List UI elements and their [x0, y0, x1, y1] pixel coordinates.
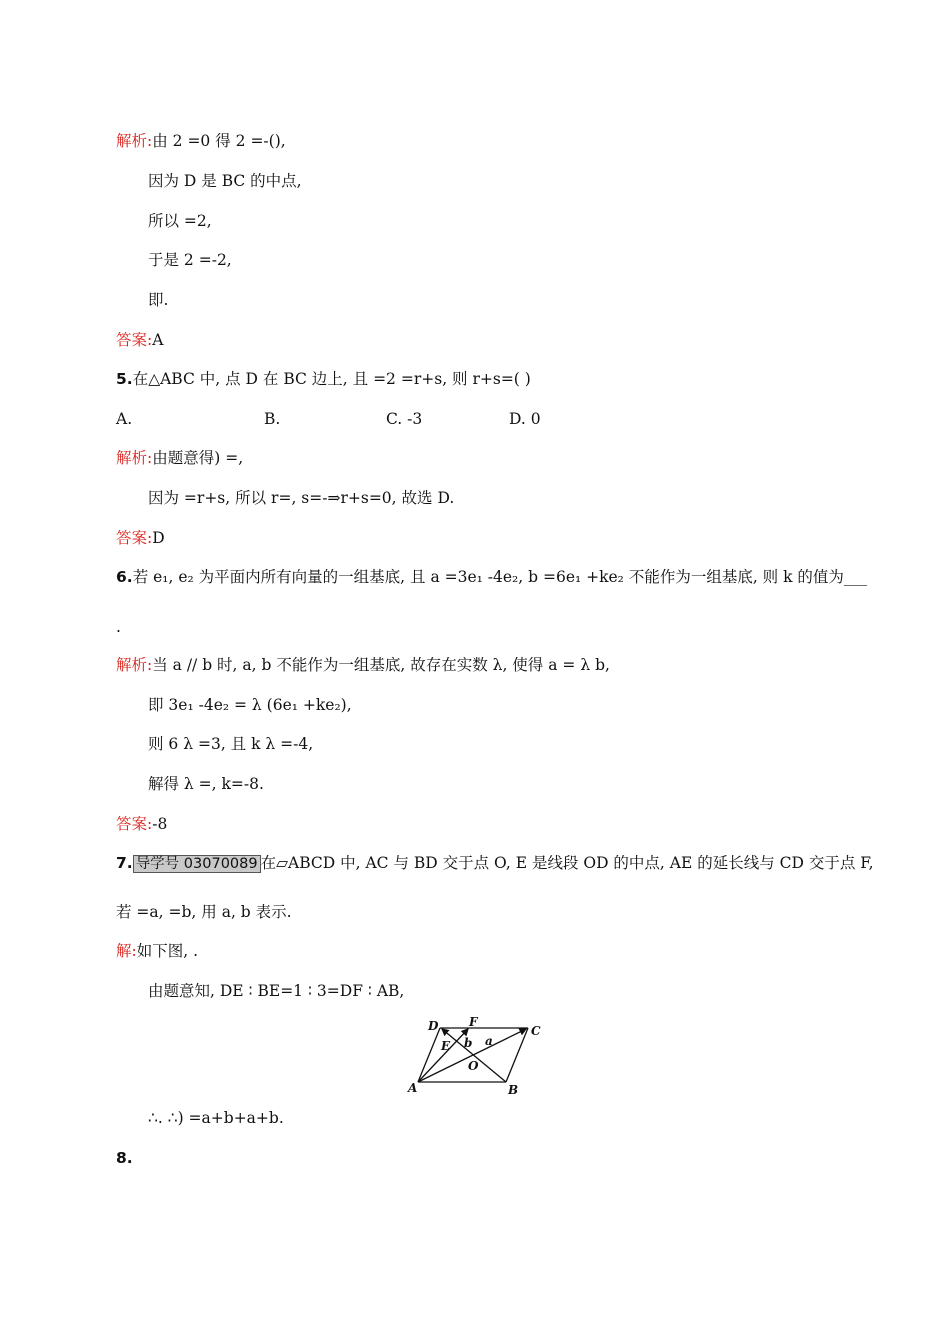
label-f: F [469, 1015, 478, 1029]
label-e: E [441, 1039, 451, 1053]
analysis-label: 解析: [116, 132, 153, 150]
question-text: 在▱ABCD 中, AC 与 BD 交于点 O, E 是线段 OD 的中点, AE 的延长线与 CD 交于点 F, [260, 854, 874, 872]
answer-value: A [152, 331, 164, 349]
question-8 [116, 1148, 133, 1168]
solution-6-line-2: 即 3e₁ -4e₂ = λ (6e₁ +ke₂), [148, 696, 352, 714]
analysis-text: 由 2 =0 得 2 =-(), [152, 132, 286, 150]
option-d: D. 0 [509, 410, 541, 428]
parallelogram-figure [404, 1012, 554, 1098]
line-af [418, 1029, 468, 1082]
solution-5-line-2: 因为 =r+s, 所以 r=, s=-⇒r+s=0, 故选 D. [148, 489, 455, 507]
option-b: B. [264, 410, 281, 428]
solution-4-line-3: 所以 =2, [148, 212, 212, 230]
label-vector-a: a [485, 1034, 493, 1048]
solution-4-line-1 [116, 131, 286, 151]
solution-6-line-1 [116, 655, 610, 675]
label-o: O [468, 1059, 479, 1073]
answer-label: 答案: [116, 815, 153, 833]
solution-4-line-5: 即. [148, 291, 169, 309]
question-number: 6. [116, 568, 133, 586]
solution-7-line-1 [116, 941, 198, 961]
question-5-options [116, 409, 616, 429]
question-7-line-2: 若 =a, =b, 用 a, b 表示. [116, 903, 292, 921]
solution-text: 如下图, . [136, 942, 199, 960]
question-number: 5. [116, 370, 133, 388]
answer-6 [116, 814, 167, 834]
question-7 [116, 853, 874, 874]
solution-6-line-4: 解得 λ =, k=-8. [148, 775, 264, 793]
solution-7-line-2: 由题意知, DE ∶ BE=1 ∶ 3=DF ∶ AB, [148, 982, 405, 1000]
solution-4-line-4: 于是 2 =-2, [148, 251, 232, 269]
analysis-label: 解析: [116, 656, 153, 674]
analysis-text: 当 a // b 时, a, b 不能作为一组基底, 故存在实数 λ, 使得 a = λ b, [152, 656, 610, 674]
diagonal-bd [442, 1029, 506, 1082]
analysis-text: 由题意得) =, [152, 449, 244, 467]
solution-5-line-1 [116, 448, 243, 468]
solution-4-line-2: 因为 D 是 BC 的中点, [148, 172, 302, 190]
question-6 [116, 567, 867, 587]
answer-label: 答案: [116, 331, 153, 349]
solution-7-line-3: ∴. ∴) =a+b+a+b. [148, 1109, 284, 1127]
label-c: C [531, 1024, 541, 1038]
side-da [418, 1028, 440, 1082]
question-text: 若 e₁, e₂ 为平面内所有向量的一组基底, 且 a =3e₁ -4e₂, b =6e₁ +ke₂ 不能作为一组基底, 则 k 的值为___ [132, 568, 868, 586]
question-5 [116, 369, 531, 389]
label-vector-b: b [464, 1036, 473, 1050]
label-d: D [428, 1019, 439, 1033]
guide-number-tag[interactable]: 导学号 03070089 [133, 855, 261, 873]
answer-value: D [152, 529, 165, 547]
side-bc [506, 1028, 528, 1082]
answer-label: 答案: [116, 529, 153, 547]
question-6-continuation: . [116, 618, 121, 636]
question-number: 8. [116, 1149, 133, 1167]
answer-value: -8 [152, 815, 168, 833]
analysis-label: 解析: [116, 449, 153, 467]
question-number: 7. [116, 854, 133, 872]
label-a: A [408, 1081, 418, 1095]
option-a: A. [116, 410, 133, 428]
answer-4 [116, 330, 163, 350]
solution-label: 解: [116, 942, 137, 960]
solution-6-line-3: 则 6 λ =3, 且 k λ =-4, [148, 735, 314, 753]
label-b: B [508, 1083, 519, 1097]
question-text: 在△ABC 中, 点 D 在 BC 边上, 且 =2 =r+s, 则 r+s=( ) [132, 370, 531, 388]
option-c: C. -3 [386, 410, 423, 428]
answer-5 [116, 528, 165, 548]
